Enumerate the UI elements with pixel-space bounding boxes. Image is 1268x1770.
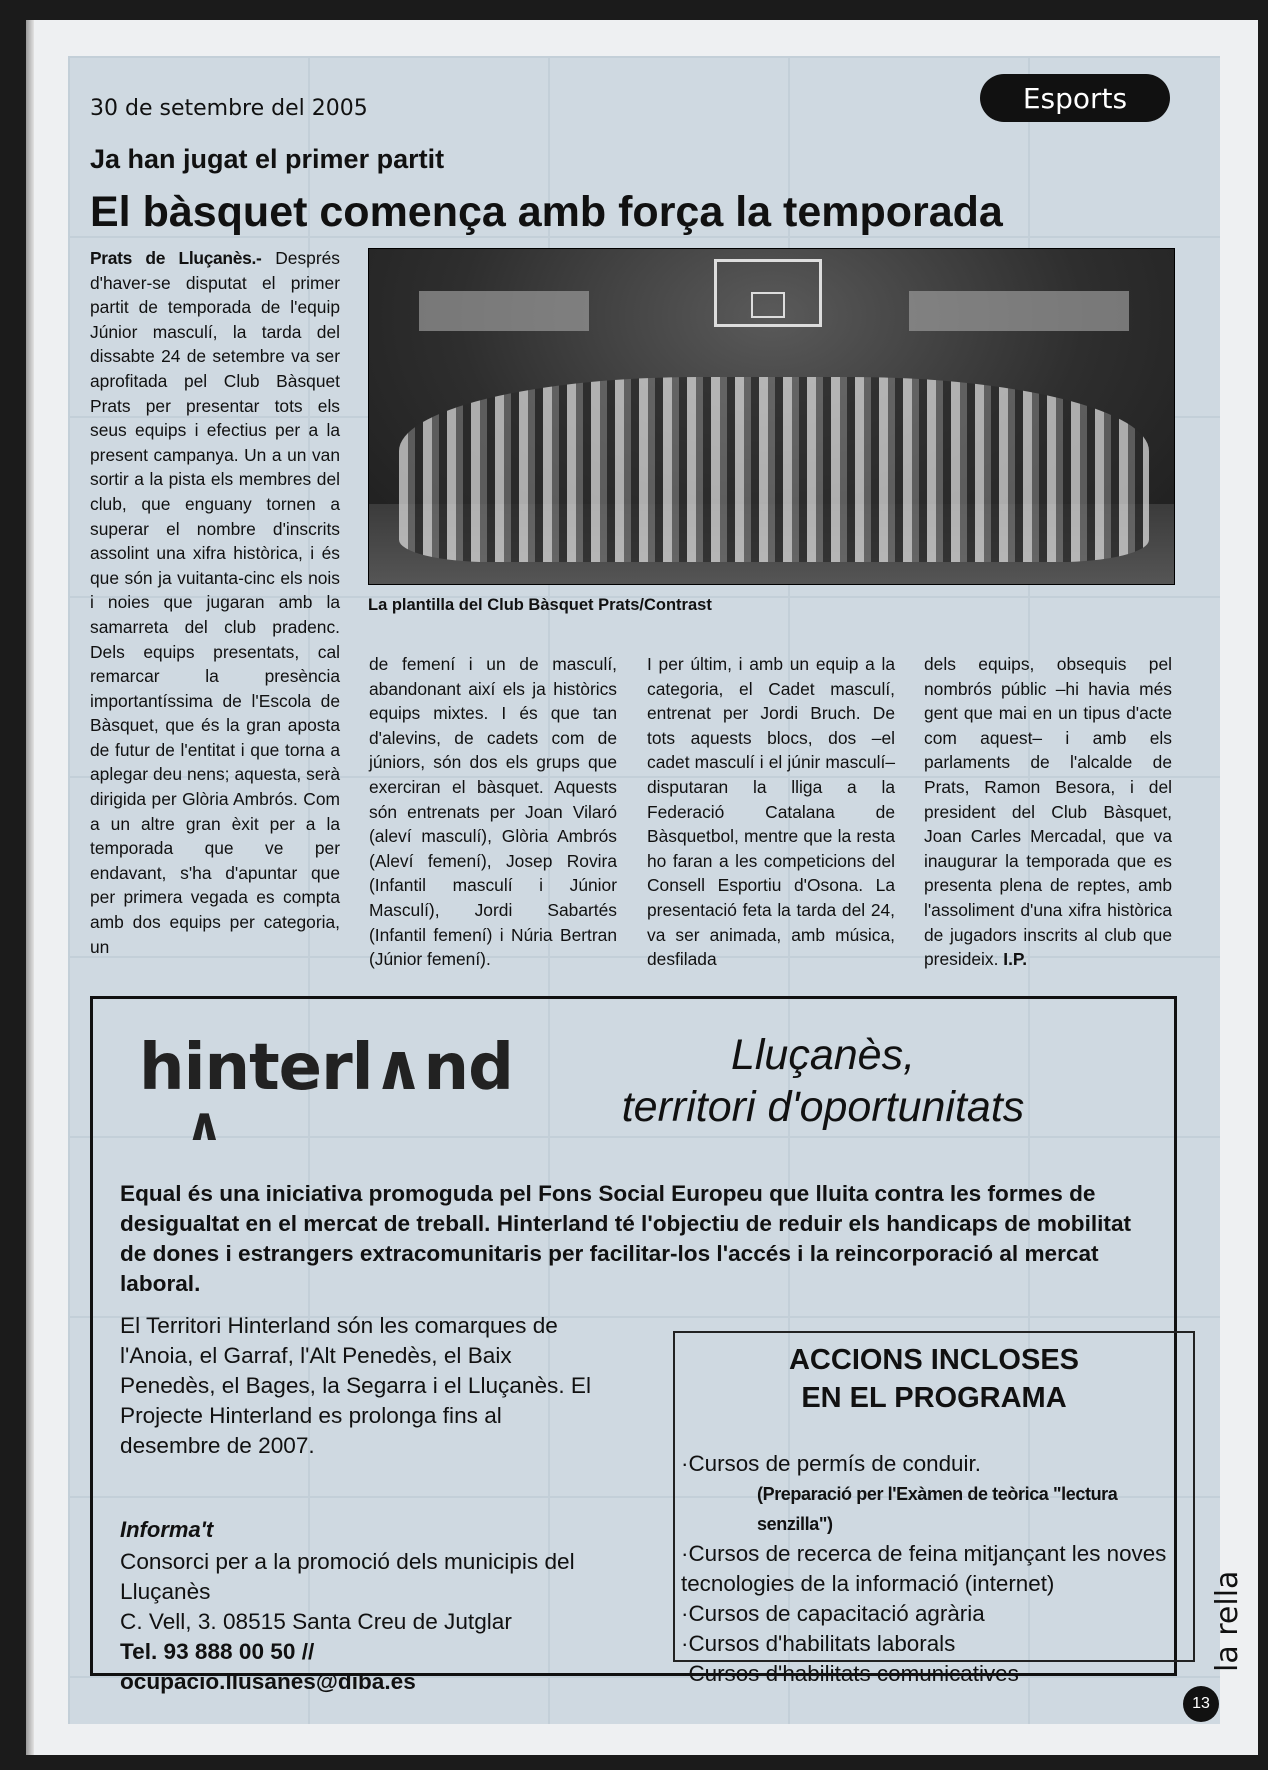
author-signature: I.P. — [1003, 949, 1028, 970]
article-column-3: I per últim, i amb un equip a la categoria, el Cadet masculí, entrenat per Jordi Bruch. De tots aquests blocs, dos –el cadet masculí i el júnir masculí– disputaran la lliga a la Federació Catalana de Bàsquetbol, mentre que la resta ho faran a les competicions del Consell Esportiu d'Osona. La presentació feta la tarda del 24, va ser animada, amb música, desfilada — [647, 654, 895, 970]
ad-contact-address: C. Vell, 3. 08515 Santa Creu de Jutglar — [120, 1609, 512, 1634]
basketball-hoop-icon — [714, 259, 822, 327]
article-column-1-text: Després d'haver-se disputat el primer partit de temporada de l'equip Júnior masculí, la tarda del dissabte 24 de setembre va ser aprofitada pel Club Bàsquet Prats per presentar tots els seus equips i efectius per a la present campanya. Un a un van sortir a la pista els membres del club, que enguany tornen a superar el nombre d'inscrits assolint una xifra històrica, i és que són ja vuitanta-cinc els nois i noies que jugaran amb la samarreta del club pradenc. Dels equips presentats, cal remarcar la presència importantíssima de l'Escola de Bàsquet, que és la gran aposta de futur de l'entitat i que torna a aplegar deu nens; aquesta, serà dirigida per Glòria Ambrós. Com a un altre gran èxit per a la temporada que ve per endavant, s'ha d'apuntar que per primera vegada es compta amb dos equips per categoria, un — [90, 248, 340, 957]
ad-info-heading: Informa't — [120, 1517, 214, 1542]
action-item: ·Cursos de capacitació agrària — [681, 1601, 985, 1626]
team-group — [399, 377, 1149, 562]
gym-banner — [419, 291, 589, 331]
article-column-1 — [90, 246, 340, 986]
article-dateline: Prats de Lluçanès.- — [90, 248, 262, 268]
actions-box-title — [675, 1341, 1193, 1417]
article-column-2: de femení i un de masculí, abandonant així els ja històrics equips mixtes. I és que tan d'alevins, de cadets com de júniors, són dos els grups que exerciran el bàsquet. Aquests són entrenats per Joan Vilaró (aleví masculí), Glòria Ambrós (Aleví femení), Josep Rovira (Infantil masculí i Júnior Masculí), Jordi Sabartés (Infantil femení) i Núria Bertran (Júnior femení). — [369, 654, 617, 970]
actions-box — [673, 1331, 1195, 1686]
ad-contact-org: Consorci per a la promoció dels municipis del Lluçanès — [120, 1549, 575, 1604]
ad-tagline — [553, 1029, 1093, 1133]
photo-caption: La plantilla del Club Bàsquet Prats/Contrast — [368, 596, 712, 614]
team-photo — [368, 248, 1175, 585]
gym-banner — [909, 291, 1129, 331]
hinterland-ad — [90, 996, 1177, 1694]
action-item: ·Cursos d'habilitats comunicatives — [681, 1661, 1019, 1686]
actions-box-title-line-2: EN EL PROGRAMA — [801, 1382, 1067, 1414]
article-kicker: Ja han jugat el primer partit — [90, 144, 445, 174]
action-item: ·Cursos d'habilitats laborals — [681, 1631, 956, 1656]
article-column-4-text: dels equips, obsequis pel nombrós públic –hi havia més gent que mai en un tipus d'acte com aquest– i amb els parlaments de l'alcalde de Prats, Ramon Besora, i del president del Club Bàsquet, Joan Carles Mercadal, que va inaugurar la temporada que es presenta plena de reptes, amb l'assoliment d'una xifra històrica de jugadors inscrits al club que presideix. — [924, 654, 1172, 970]
article-column-4 — [924, 652, 1172, 972]
section-tab: Esports — [980, 74, 1170, 122]
action-item: ·Cursos de recerca de feina mitjançant les noves tecnologies de la informació (internet) — [681, 1541, 1167, 1596]
action-note: (Preparació per l'Exàmen de teòrica "lectura senzilla") — [757, 1484, 1118, 1534]
action-item: ·Cursos de permís de conduir. — [681, 1451, 981, 1476]
ad-tagline-line-2: territori d'oportunitats — [621, 1083, 1025, 1131]
ad-contact-tel: Tel. 93 888 00 50 // ocupacio.llusanes@diba.es — [120, 1639, 416, 1694]
actions-list — [681, 1449, 1191, 1689]
page-spine — [26, 20, 34, 1755]
page-number: 13 — [1183, 1686, 1219, 1722]
hinterland-logo: hi ∧ nterl∧nd — [139, 1031, 513, 1151]
ad-contact — [120, 1547, 600, 1697]
magazine-name: la rella — [1210, 1570, 1245, 1672]
ad-intro: Equal és una iniciativa promoguda pel Fons Social Europeu que lluita contra les formes de desigualtat en el mercat de treball. Hinterland té l'objectiu de reduir els handicaps de mobilitat de dones i estrangers extracomunitaris per facilitar-los l'accés i la reincorporació al mercat laboral. — [120, 1181, 1132, 1296]
article-headline: El bàsquet comença amb força la temporada — [90, 188, 1003, 236]
ad-tagline-line-1: Lluçanès, — [730, 1031, 916, 1079]
issue-date: 30 de setembre del 2005 — [90, 96, 368, 121]
ad-territory: El Territori Hinterland són les comarques de l'Anoia, el Garraf, l'Alt Penedès, el Baix Penedès, el Bages, la Segarra i el Lluçanès. El Projecte Hinterland es prolonga fins al desembre de 2007. — [120, 1313, 591, 1458]
actions-box-title-line-1: ACCIONS INCLOSES — [788, 1344, 1080, 1376]
caret-icon: ∧ — [185, 1097, 222, 1151]
